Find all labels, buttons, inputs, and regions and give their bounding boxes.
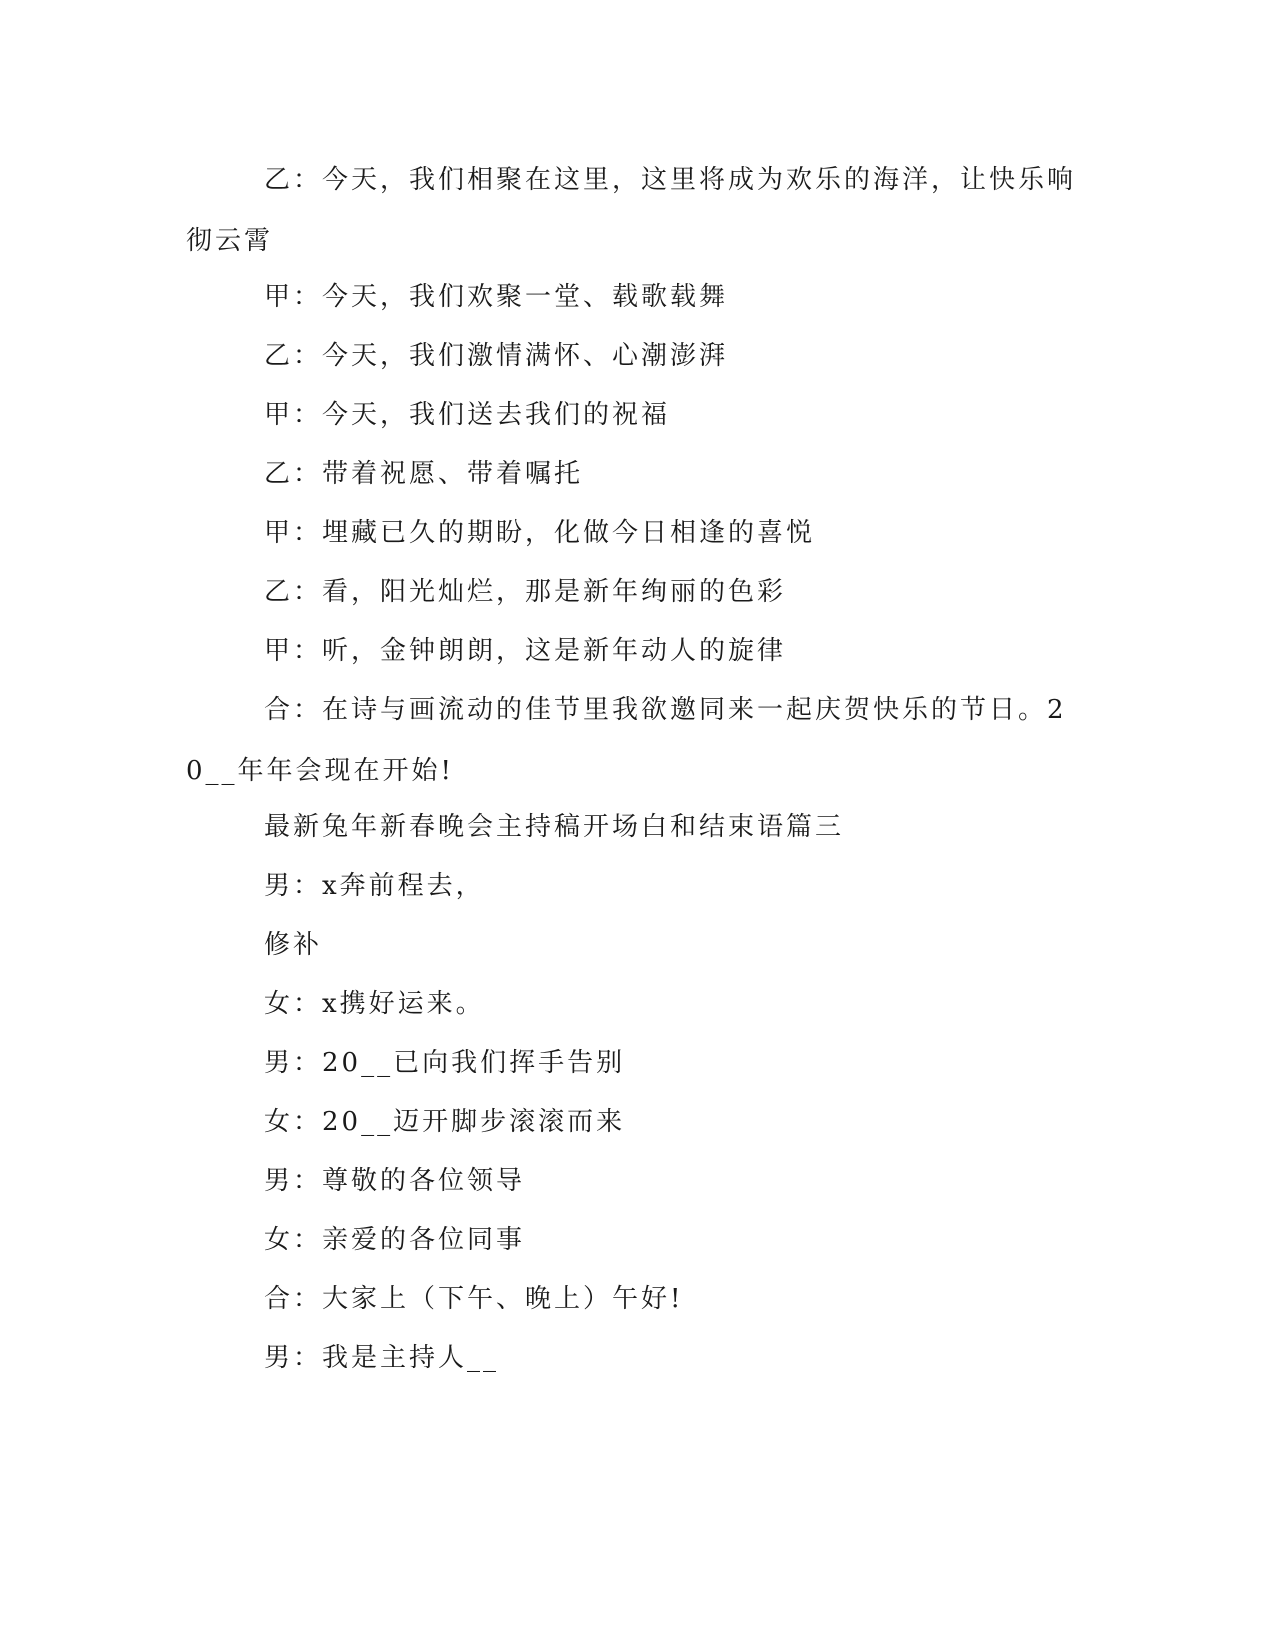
- paragraph: 甲：听，金钟朗朗，这是新年动人的旋律: [264, 636, 787, 666]
- paragraph: 甲：今天，我们欢聚一堂、载歌载舞: [264, 282, 729, 312]
- paragraph: 女：20__迈开脚步滚滚而来: [264, 1107, 626, 1137]
- paragraph: 女：亲爱的各位同事: [264, 1225, 526, 1255]
- paragraph: 甲：埋藏已久的期盼，化做今日相逢的喜悦: [264, 518, 816, 548]
- paragraph: 男：尊敬的各位领导: [264, 1166, 526, 1196]
- paragraph: 乙：看，阳光灿烂，那是新年绚丽的色彩: [264, 577, 787, 607]
- paragraph: 乙：今天，我们激情满怀、心潮澎湃: [264, 341, 729, 371]
- paragraph: 合：在诗与画流动的佳节里我欲邀同来一起庆贺快乐的节日。20__年年会现在开始!: [186, 695, 1067, 786]
- section-heading: 最新兔年新春晚会主持稿开场白和结束语篇三: [264, 812, 845, 842]
- paragraph: 合：大家上（下午、晚上）午好!: [264, 1284, 684, 1314]
- paragraph: 甲：今天，我们送去我们的祝福: [264, 400, 671, 430]
- paragraph: 女：x携好运来。: [264, 989, 485, 1019]
- paragraph: 修补: [264, 930, 323, 960]
- paragraph: 乙：带着祝愿、带着嘱托: [264, 459, 584, 489]
- paragraph: 男：x奔前程去，: [264, 871, 485, 901]
- paragraph: 男：20__已向我们挥手告别: [264, 1048, 626, 1078]
- paragraph: 男：我是主持人__: [264, 1343, 500, 1373]
- paragraph: 乙：今天，我们相聚在这里，这里将成为欢乐的海洋，让快乐响彻云霄: [186, 165, 1077, 256]
